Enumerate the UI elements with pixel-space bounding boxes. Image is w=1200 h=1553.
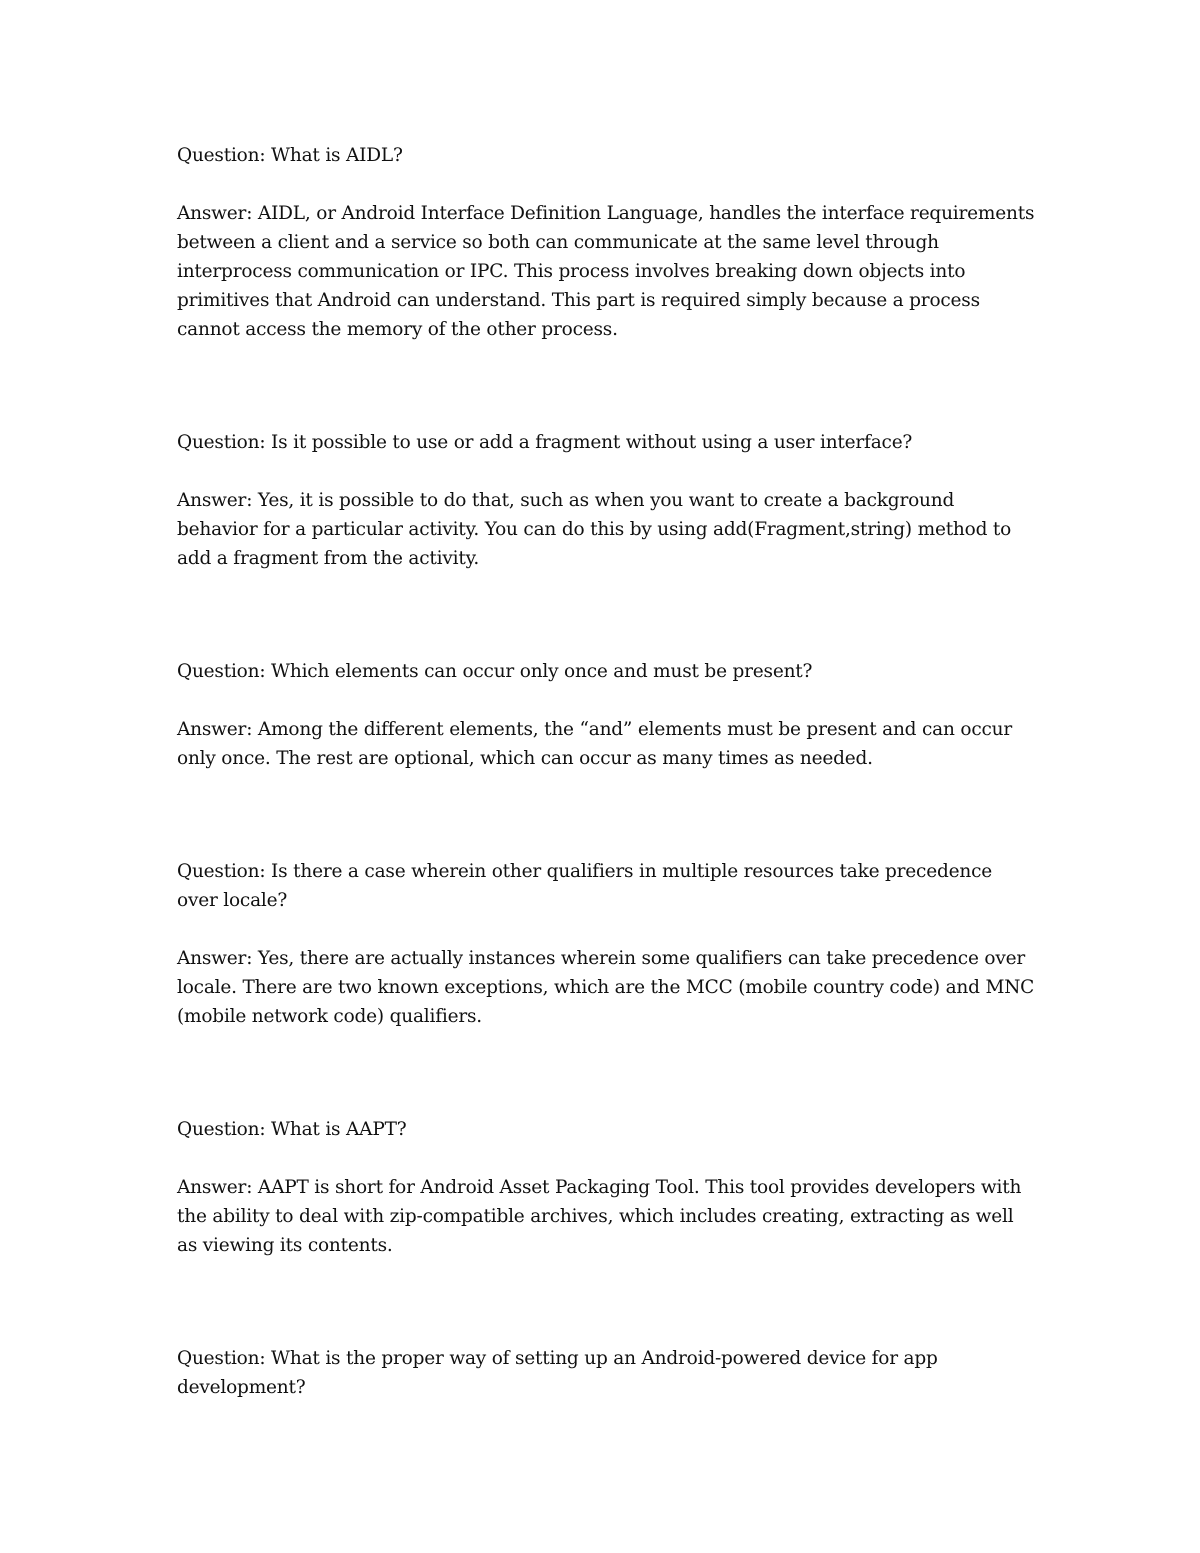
- question-text: Question: What is the proper way of setting up an Android-powered device for app development?: [177, 1348, 938, 1398]
- qa-block-aapt: [177, 1115, 1037, 1260]
- answer-text: Answer: Among the different elements, the “and” elements must be present and can occur only once. The rest are optional, which can occur as many times as needed.: [177, 719, 1013, 769]
- qa-block-aidl: [177, 141, 1037, 344]
- qa-block-device-setup: [177, 1344, 1037, 1402]
- answer-text: Answer: AAPT is short for Android Asset Packaging Tool. This tool provides developers with the ability to deal with zip-compatible archives, which includes creating, extracting as well as viewing its contents.: [177, 1177, 1022, 1256]
- qa-block-elements: [177, 657, 1037, 773]
- answer-text: Answer: AIDL, or Android Interface Definition Language, handles the interface requirements between a client and a service so both can communicate at the same level through interprocess communication or IPC. This process involves breaking down objects into primitives that Android can understand. This part is required simply because a process cannot access the memory of the other process.: [177, 203, 1035, 340]
- qa-block-fragment: [177, 428, 1037, 573]
- qa-block-qualifiers: [177, 857, 1037, 1031]
- question-text: Question: Is it possible to use or add a fragment without using a user interface?: [177, 432, 913, 453]
- answer-text: Answer: Yes, it is possible to do that, such as when you want to create a background behavior for a particular activity. You can do this by using add(Fragment,string) method to add a fragment from the activity.: [177, 490, 1012, 569]
- question-text: Question: What is AIDL?: [177, 145, 403, 166]
- answer-text: Answer: Yes, there are actually instances wherein some qualifiers can take precedence over locale. There are two known exceptions, which are the MCC (mobile country code) and MNC (mobile network code) qualifiers.: [177, 948, 1035, 1027]
- question-text: Question: What is AAPT?: [177, 1119, 407, 1140]
- document-body: [177, 141, 1037, 1431]
- question-text: Question: Is there a case wherein other qualifiers in multiple resources take precedence over locale?: [177, 861, 992, 911]
- question-text: Question: Which elements can occur only once and must be present?: [177, 661, 813, 682]
